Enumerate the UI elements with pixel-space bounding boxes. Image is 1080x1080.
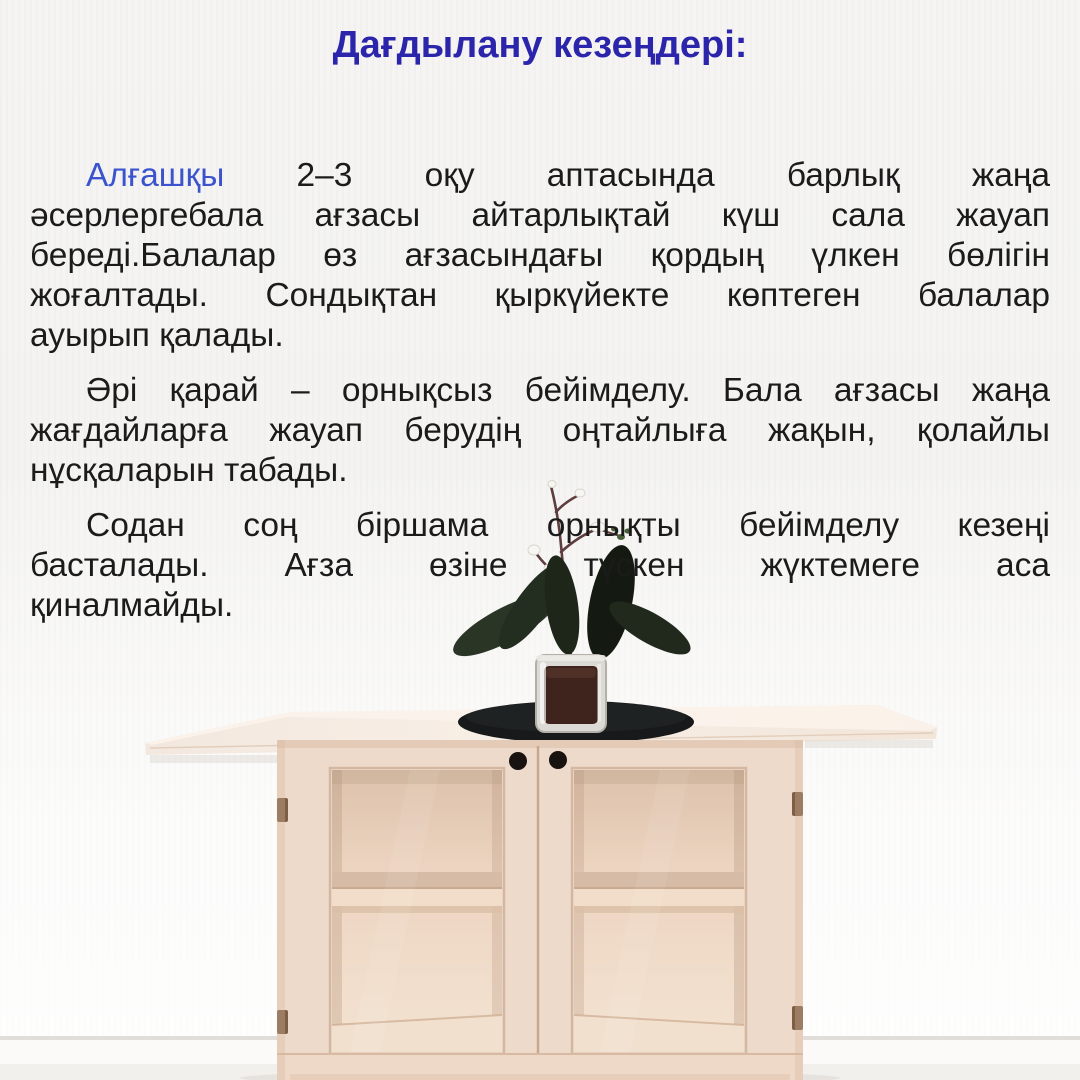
left-door-knob [509,752,527,770]
paragraph-line: жоғалтады. Сондықтан қыркүйекте көптеген балалар [30,277,1050,314]
lead-word: Алғашқы [86,157,225,194]
paragraph-line: нұсқаларын табады. [30,452,348,489]
paragraph-line [30,156,1050,196]
paragraph-1 [30,156,1050,356]
body-text [30,156,1050,641]
paragraph-line: әсерлергебала ағзасы айтарлықтай күш сала жауап [30,197,1050,234]
vase [536,655,606,732]
right-door [572,768,746,1054]
paragraph-line: ауырып қалады. [30,317,284,354]
paragraph-line: жағдайларға жауап берудің оңтайлыға жақын, қолайлы [30,412,1050,449]
paragraph-3 [30,506,1050,626]
paragraph-line: Содан соң біршама орнықты бейімделу кезеңі [86,507,1050,544]
left-door [330,768,504,1054]
paragraph-line: қиналмайды. [30,587,234,624]
right-door-knob [549,751,567,769]
line-text: 2–3 оқу аптасында барлық жаңа [224,157,1050,194]
paragraph-line: береді.Балалар өз ағзасындағы қордың үлкен бөлігін [30,237,1050,274]
paragraph-line: Әрі қарай – орнықсыз бейімделу. Бала ағзасы жаңа [86,372,1050,409]
cabinet-body [277,740,803,1080]
paragraph-line: басталады. Ағза өзіне түскен жүктемеге аса [30,547,1050,584]
paragraph-2 [30,371,1050,491]
page-title: Дағдылану кезеңдері: [332,24,748,66]
